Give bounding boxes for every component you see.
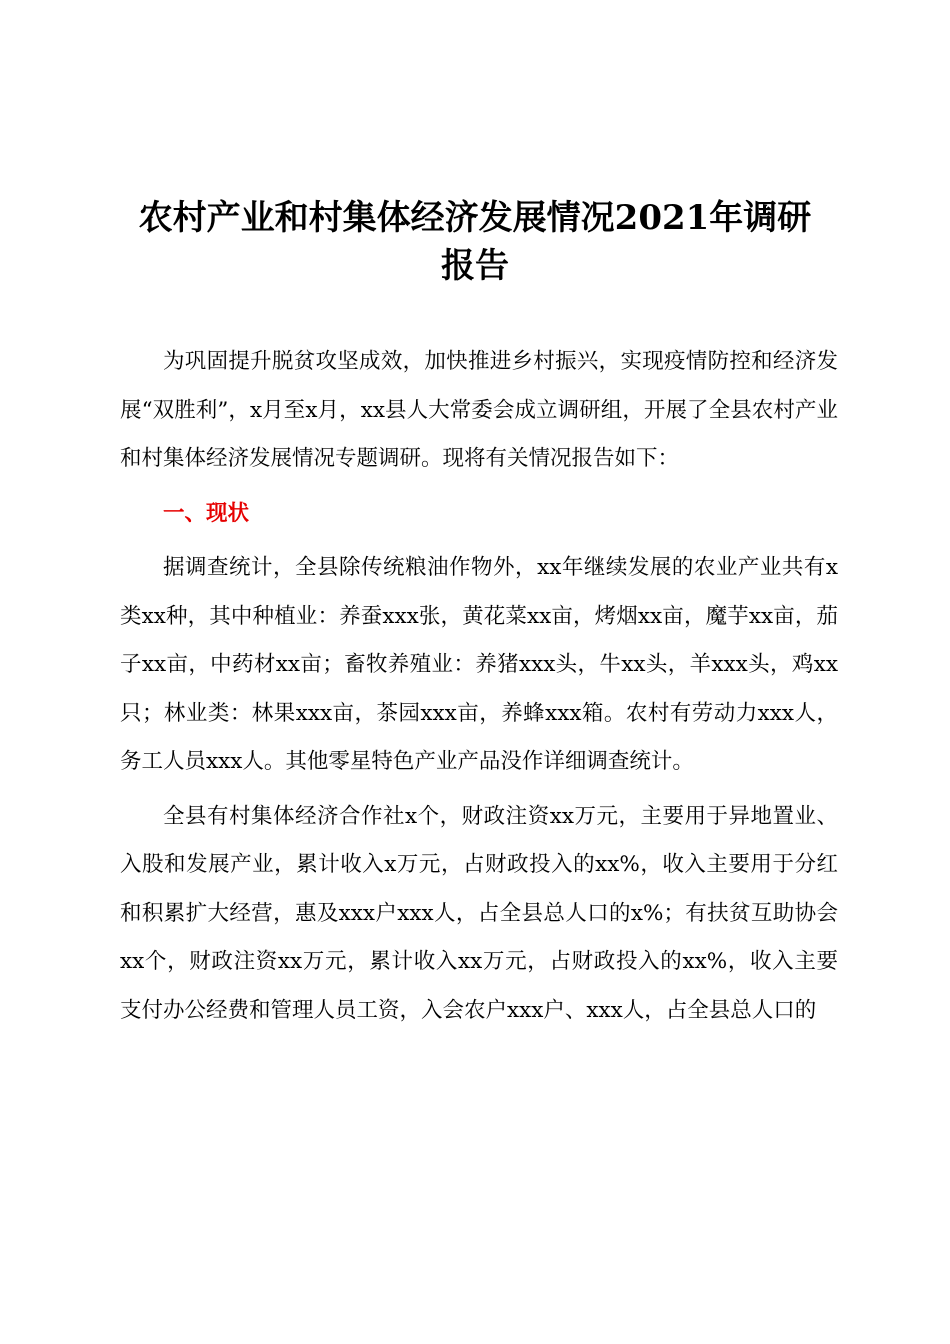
document-body: [120, 338, 838, 1041]
document-title: 农村产业和村集体经济发展情况2021年调研: [138, 198, 812, 238]
body-paragraph: 据调查统计，全县除传统粮油作物外，xx年继续发展的农业产业共有x类xx种，其中种植业：养蚕xxx张，黄花菜xx亩，烤烟xx亩，魔芋xx亩，茄子xx亩，中药材xx亩；畜牧养殖业：养猪xxx头，牛xx头，羊xxx头，鸡xx只；林业类：林果xxx亩，茶园xxx亩，养蜂xxx箱。农村有劳动力xxx人，务工人员xxx人。其他零星特色产业产品没作详细调查统计。: [120, 555, 838, 774]
section-heading: 一、现状: [163, 500, 250, 526]
intro-paragraph: 为巩固提升脱贫攻坚成效，加快推进乡村振兴，实现疫情防控和经济发展“双胜利”，x月至x月，xx县人大常委会成立调研组，开展了全县农村产业和村集体经济发展情况专题调研。现将有关情况报告如下：: [120, 349, 838, 471]
body-paragraph: 全县有村集体经济合作社x个，财政注资xx万元，主要用于异地置业、入股和发展产业，累计收入x万元，占财政投入的xx%，收入主要用于分红和积累扩大经营，惠及xxx户xxx人，占全县总人口的x%；有扶贫互助协会xx个，财政注资xx万元，累计收入xx万元，占财政投入的xx%，收入主要支付办公经费和管理人员工资，入会农户xxx户、xxx人，占全县总人口的: [120, 803, 838, 1023]
document-title-continuation: 报告: [441, 246, 509, 286]
